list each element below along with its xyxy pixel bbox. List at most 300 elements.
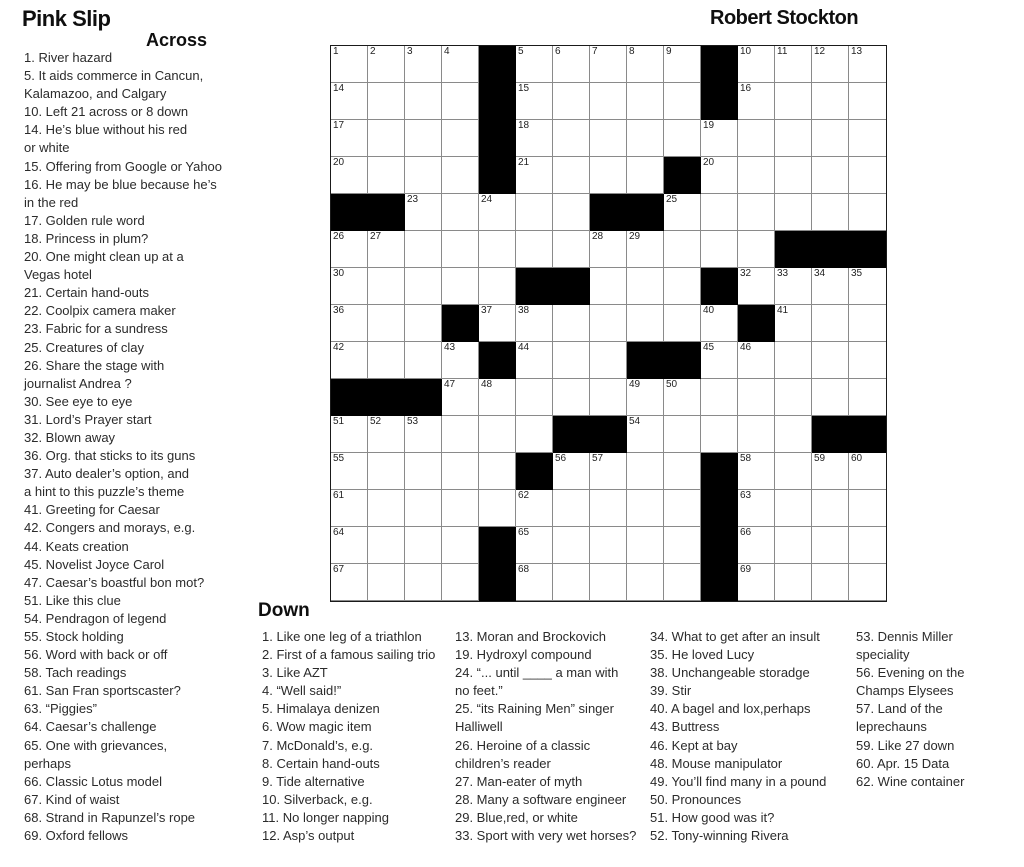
across-clue-line: 22. Coolpix camera maker (24, 303, 176, 319)
grid-cell[interactable] (516, 564, 553, 601)
grid-cell[interactable] (701, 342, 738, 379)
grid-cell[interactable] (331, 268, 368, 305)
grid-cell[interactable] (775, 564, 812, 601)
grid-cell[interactable] (368, 120, 405, 157)
across-clue-line: 66. Classic Lotus model (24, 773, 163, 789)
grid-cell[interactable] (368, 83, 405, 120)
grid-cell-black (479, 83, 516, 120)
cell-number: 67 (333, 564, 345, 575)
down-clue-line: 7. McDonald’s, e.g. (262, 737, 374, 753)
grid-cell[interactable] (590, 564, 627, 601)
grid-cell[interactable] (738, 194, 775, 231)
grid-cell-black (479, 120, 516, 157)
cell-number: 8 (629, 46, 635, 57)
grid-cell[interactable] (701, 231, 738, 268)
grid-cell[interactable] (775, 453, 812, 490)
grid-cell[interactable] (590, 527, 627, 564)
across-clue-line: Vegas hotel (24, 267, 92, 283)
across-clue-line: 64. Caesar’s challenge (24, 719, 157, 735)
cell-number: 38 (518, 305, 530, 316)
grid-cell[interactable] (442, 120, 479, 157)
grid-cell[interactable] (627, 305, 664, 342)
grid-cell[interactable] (516, 379, 553, 416)
grid-cell[interactable] (553, 194, 590, 231)
grid-cell[interactable] (405, 157, 442, 194)
down-clue-line: 5. Himalaya denizen (262, 701, 380, 717)
grid-cell-black (812, 416, 849, 453)
down-clue-line: 8. Certain hand-outs (262, 755, 380, 771)
grid-cell[interactable] (812, 527, 849, 564)
across-clue-line: 30. See eye to eye (24, 393, 133, 409)
grid-cell[interactable] (331, 490, 368, 527)
grid-cell[interactable] (812, 490, 849, 527)
grid-cell[interactable] (775, 305, 812, 342)
grid-cell[interactable] (553, 564, 590, 601)
grid-cell-black (516, 453, 553, 490)
grid-cell[interactable] (590, 157, 627, 194)
across-clue-line: 1. River hazard (24, 50, 113, 65)
cell-number: 46 (740, 342, 752, 353)
grid-cell[interactable] (812, 342, 849, 379)
grid-cell[interactable] (627, 527, 664, 564)
down-clue-line: 59. Like 27 down (856, 737, 955, 753)
grid-cell[interactable] (479, 268, 516, 305)
grid-cell[interactable] (812, 120, 849, 157)
grid-cell[interactable] (590, 305, 627, 342)
grid-cell[interactable] (849, 564, 886, 601)
grid-cell[interactable] (590, 46, 627, 83)
down-clue-line: no feet.” (455, 683, 503, 699)
grid-cell[interactable] (738, 490, 775, 527)
puzzle-title: Pink Slip (22, 6, 111, 31)
grid-cell-black (331, 194, 368, 231)
grid-cell-black (331, 379, 368, 416)
grid-cell[interactable] (553, 83, 590, 120)
grid-cell[interactable] (516, 157, 553, 194)
cell-number: 11 (777, 46, 788, 57)
grid-cell-black (368, 194, 405, 231)
down-clue-line: 57. Land of the (856, 701, 943, 717)
cell-number: 20 (703, 157, 715, 168)
grid-cell[interactable] (590, 342, 627, 379)
grid-cell[interactable] (627, 46, 664, 83)
grid-cell-black (701, 46, 738, 83)
cell-number: 5 (518, 46, 524, 57)
grid-cell[interactable] (553, 120, 590, 157)
grid-cell[interactable] (849, 342, 886, 379)
grid-cell[interactable] (812, 83, 849, 120)
grid-cell[interactable] (738, 564, 775, 601)
down-clue-line: 46. Kept at bay (650, 737, 738, 753)
grid-cell[interactable] (331, 527, 368, 564)
grid-cell[interactable] (775, 342, 812, 379)
down-clue-column (856, 628, 964, 791)
grid-cell[interactable] (553, 453, 590, 490)
grid-cell[interactable] (627, 564, 664, 601)
cell-number: 49 (629, 379, 641, 390)
grid-cell[interactable] (368, 416, 405, 453)
grid-cell[interactable] (442, 527, 479, 564)
grid-cell[interactable] (627, 268, 664, 305)
grid-cell[interactable] (590, 120, 627, 157)
across-clue-line: 58. Tach readings (24, 665, 127, 681)
grid-cell[interactable] (479, 194, 516, 231)
grid-cell[interactable] (664, 527, 701, 564)
grid-cell[interactable] (738, 83, 775, 120)
grid-cell[interactable] (775, 416, 812, 453)
grid-cell[interactable] (442, 564, 479, 601)
grid-cell[interactable] (553, 490, 590, 527)
down-clue-line: 40. A bagel and lox,perhaps (650, 701, 811, 717)
grid-cell[interactable] (442, 231, 479, 268)
grid-cell[interactable] (405, 342, 442, 379)
grid-cell[interactable] (701, 305, 738, 342)
grid-cell-black (479, 157, 516, 194)
across-clue-line: 15. Offering from Google or Yahoo (24, 158, 223, 174)
grid-cell[interactable] (553, 46, 590, 83)
grid-cell[interactable] (701, 194, 738, 231)
grid-cell[interactable] (516, 83, 553, 120)
grid-cell[interactable] (627, 490, 664, 527)
grid-cell[interactable] (405, 83, 442, 120)
grid-cell[interactable] (849, 157, 886, 194)
cell-number: 29 (629, 231, 641, 242)
grid-cell[interactable] (738, 342, 775, 379)
grid-cell[interactable] (368, 157, 405, 194)
down-clue-line: 25. “its Raining Men” singer (455, 701, 614, 717)
grid-cell[interactable] (812, 268, 849, 305)
grid-cell[interactable] (405, 194, 442, 231)
grid-cell-black (627, 194, 664, 231)
cell-number: 1 (333, 46, 339, 57)
grid-cell[interactable] (664, 564, 701, 601)
grid-cell-black (849, 416, 886, 453)
grid-cell-black (775, 231, 812, 268)
grid-cell[interactable] (849, 120, 886, 157)
grid-cell[interactable] (442, 46, 479, 83)
grid-cell[interactable] (775, 194, 812, 231)
grid-cell[interactable] (405, 416, 442, 453)
cell-number: 59 (814, 453, 826, 464)
across-clue-line: 56. Word with back or off (24, 647, 168, 663)
across-clue-line: 32. Blown away (24, 429, 116, 445)
across-clue-line: 45. Novelist Joyce Carol (24, 556, 165, 572)
grid-cell[interactable] (849, 305, 886, 342)
cell-number: 41 (777, 305, 789, 316)
grid-cell[interactable] (775, 268, 812, 305)
grid-cell[interactable] (479, 305, 516, 342)
across-clue-line: 42. Congers and morays, e.g. (24, 520, 196, 536)
grid-cell[interactable] (368, 342, 405, 379)
grid-cell[interactable] (516, 46, 553, 83)
grid-cell-black (849, 231, 886, 268)
grid-cell[interactable] (405, 527, 442, 564)
cell-number: 53 (407, 416, 419, 427)
grid-cell[interactable] (331, 46, 368, 83)
cell-number: 47 (444, 379, 456, 390)
grid-cell[interactable] (331, 564, 368, 601)
grid-cell[interactable] (553, 157, 590, 194)
grid-cell[interactable] (405, 231, 442, 268)
across-clue-line: 47. Caesar’s boastful bon mot? (24, 574, 205, 590)
grid-cell[interactable] (516, 490, 553, 527)
grid-cell[interactable] (442, 83, 479, 120)
grid-cell[interactable] (368, 527, 405, 564)
down-heading: Down (258, 600, 310, 621)
across-clue-line: 37. Auto dealer’s option, and (24, 466, 190, 482)
grid-cell[interactable] (775, 527, 812, 564)
grid-cell[interactable] (627, 453, 664, 490)
grid-cell[interactable] (442, 157, 479, 194)
grid-cell[interactable] (627, 231, 664, 268)
cell-number: 10 (740, 46, 752, 57)
cell-number: 21 (518, 157, 530, 168)
grid-cell[interactable] (812, 157, 849, 194)
grid-cell[interactable] (664, 490, 701, 527)
grid-cell[interactable] (516, 527, 553, 564)
grid-cell[interactable] (849, 268, 886, 305)
grid-cell[interactable] (664, 453, 701, 490)
cell-number: 25 (666, 194, 678, 205)
grid-cell[interactable] (664, 416, 701, 453)
grid-cell[interactable] (442, 379, 479, 416)
grid-cell[interactable] (368, 231, 405, 268)
grid-cell[interactable] (368, 305, 405, 342)
grid-cell[interactable] (849, 83, 886, 120)
down-clue-line: 60. Apr. 15 Data (856, 755, 950, 771)
grid-cell[interactable] (590, 453, 627, 490)
down-clue-line: leprechauns (856, 719, 927, 735)
grid-cell[interactable] (405, 564, 442, 601)
down-clue-line: 27. Man-eater of myth (455, 773, 583, 789)
grid-cell[interactable] (516, 231, 553, 268)
grid-cell[interactable] (701, 416, 738, 453)
down-clue-line: 38. Unchangeable storadge (650, 665, 810, 681)
grid-cell[interactable] (664, 268, 701, 305)
across-clue-line: 16. He may be blue because he’s (24, 176, 217, 192)
grid-cell[interactable] (442, 268, 479, 305)
grid-cell[interactable] (664, 305, 701, 342)
grid-cell[interactable] (516, 120, 553, 157)
across-clue-line: 69. Oxford fellows (24, 828, 129, 844)
across-clue-line: 5. It aids commerce in Cancun, (24, 68, 204, 84)
grid-cell[interactable] (812, 379, 849, 416)
grid-cell-black (553, 268, 590, 305)
grid-cell[interactable] (405, 305, 442, 342)
grid-cell[interactable] (442, 342, 479, 379)
down-clue-line: 39. Stir (650, 683, 692, 699)
cell-number: 44 (518, 342, 530, 353)
grid-cell[interactable] (368, 268, 405, 305)
grid-cell-black (812, 231, 849, 268)
grid-cell[interactable] (664, 231, 701, 268)
cell-number: 32 (740, 268, 752, 279)
grid-cell[interactable] (849, 527, 886, 564)
grid-cell[interactable] (516, 416, 553, 453)
grid-cell[interactable] (553, 231, 590, 268)
grid-cell[interactable] (553, 379, 590, 416)
cell-number: 62 (518, 490, 530, 501)
grid-cell[interactable] (738, 379, 775, 416)
grid-cell[interactable] (812, 453, 849, 490)
cell-number: 51 (333, 416, 345, 427)
cell-number: 23 (407, 194, 419, 205)
across-clue-line: a hint to this puzzle’s theme (24, 484, 185, 500)
grid-cell[interactable] (479, 416, 516, 453)
grid-cell[interactable] (849, 194, 886, 231)
grid-cell[interactable] (331, 416, 368, 453)
across-clue-line: 20. One might clean up at a (24, 249, 184, 265)
grid-cell[interactable] (331, 120, 368, 157)
cell-number: 50 (666, 379, 678, 390)
grid-cell[interactable] (627, 83, 664, 120)
cell-number: 58 (740, 453, 752, 464)
grid-cell[interactable] (849, 453, 886, 490)
grid-cell[interactable] (738, 46, 775, 83)
grid-cell[interactable] (627, 120, 664, 157)
grid-cell[interactable] (701, 157, 738, 194)
grid-cell[interactable] (331, 305, 368, 342)
grid-cell[interactable] (331, 453, 368, 490)
grid-cell[interactable] (590, 490, 627, 527)
grid-cell[interactable] (405, 490, 442, 527)
grid-cell[interactable] (849, 490, 886, 527)
across-clue-line: 44. Keats creation (24, 538, 129, 554)
grid-cell[interactable] (368, 490, 405, 527)
grid-cell[interactable] (812, 564, 849, 601)
grid-cell[interactable] (368, 46, 405, 83)
grid-cell[interactable] (331, 342, 368, 379)
cell-number: 57 (592, 453, 604, 464)
grid-cell[interactable] (479, 453, 516, 490)
grid-cell[interactable] (442, 194, 479, 231)
grid-cell-black (368, 379, 405, 416)
cell-number: 66 (740, 527, 752, 538)
grid-cell[interactable] (516, 194, 553, 231)
grid-cell[interactable] (664, 46, 701, 83)
grid-cell-black (590, 194, 627, 231)
grid-cell[interactable] (775, 157, 812, 194)
grid-cell[interactable] (590, 83, 627, 120)
grid-cell[interactable] (442, 453, 479, 490)
grid-cell[interactable] (368, 564, 405, 601)
down-clue-line: 48. Mouse manipulator (650, 755, 783, 771)
cell-number: 63 (740, 490, 752, 501)
grid-cell[interactable] (553, 527, 590, 564)
grid-cell[interactable] (405, 46, 442, 83)
cell-number: 6 (555, 46, 561, 57)
across-clue-line: 10. Left 21 across or 8 down (24, 104, 189, 120)
grid-cell[interactable] (627, 416, 664, 453)
grid-cell-black (590, 416, 627, 453)
grid-cell[interactable] (738, 416, 775, 453)
down-clue-line: Halliwell (455, 719, 503, 735)
down-clue-line: speciality (856, 647, 910, 663)
grid-cell[interactable] (812, 194, 849, 231)
cell-number: 43 (444, 342, 456, 353)
cell-number: 64 (333, 527, 345, 538)
grid-cell[interactable] (849, 46, 886, 83)
grid-cell[interactable] (516, 342, 553, 379)
down-clue-line: 49. You’ll find many in a pound (650, 773, 827, 789)
grid-cell[interactable] (775, 46, 812, 83)
grid-cell[interactable] (738, 527, 775, 564)
grid-cell[interactable] (664, 83, 701, 120)
grid-cell[interactable] (775, 379, 812, 416)
grid-cell[interactable] (479, 231, 516, 268)
cell-number: 33 (777, 268, 789, 279)
grid-cell[interactable] (405, 120, 442, 157)
grid-cell[interactable] (331, 157, 368, 194)
grid-cell[interactable] (331, 83, 368, 120)
grid-cell[interactable] (738, 231, 775, 268)
grid-cell[interactable] (627, 379, 664, 416)
down-clue-line: 26. Heroine of a classic (455, 737, 591, 753)
grid-cell[interactable] (738, 268, 775, 305)
grid-cell[interactable] (516, 305, 553, 342)
grid-cell[interactable] (738, 120, 775, 157)
grid-cell[interactable] (775, 490, 812, 527)
grid-cell[interactable] (553, 305, 590, 342)
grid-cell[interactable] (590, 379, 627, 416)
across-clue-line: 14. He’s blue without his red (24, 122, 188, 138)
grid-cell[interactable] (812, 305, 849, 342)
grid-cell[interactable] (701, 379, 738, 416)
grid-cell[interactable] (405, 453, 442, 490)
grid-cell[interactable] (627, 157, 664, 194)
grid-cell[interactable] (331, 231, 368, 268)
grid-cell[interactable] (479, 490, 516, 527)
grid-cell[interactable] (664, 120, 701, 157)
grid-cell[interactable] (405, 268, 442, 305)
across-clue-line: 55. Stock holding (24, 629, 124, 644)
cell-number: 16 (740, 83, 752, 94)
grid-cell[interactable] (664, 379, 701, 416)
grid-cell-black (405, 379, 442, 416)
down-clue-line: 50. Pronounces (650, 791, 742, 807)
grid-cell[interactable] (775, 83, 812, 120)
grid-cell-black (516, 268, 553, 305)
cell-number: 9 (666, 46, 672, 57)
grid-cell[interactable] (553, 342, 590, 379)
across-clue-line: 67. Kind of waist (24, 791, 120, 807)
grid-cell[interactable] (701, 120, 738, 157)
grid-cell[interactable] (812, 46, 849, 83)
grid-cell[interactable] (590, 231, 627, 268)
down-clue-line: 56. Evening on the (856, 665, 965, 681)
cell-number: 12 (814, 46, 826, 57)
down-clue-line: 29. Blue,red, or white (455, 809, 578, 825)
cell-number: 14 (333, 83, 345, 94)
across-clue-line: or white (24, 140, 70, 156)
grid-cell[interactable] (442, 490, 479, 527)
grid-cell[interactable] (849, 379, 886, 416)
grid-cell[interactable] (590, 268, 627, 305)
grid-cell-black (701, 268, 738, 305)
across-clue-line: 51. Like this clue (24, 592, 121, 608)
grid-cell[interactable] (442, 416, 479, 453)
grid-cell[interactable] (738, 157, 775, 194)
grid-cell[interactable] (664, 194, 701, 231)
grid-cell[interactable] (368, 453, 405, 490)
grid-cell[interactable] (479, 379, 516, 416)
down-clue-line: 10. Silverback, e.g. (262, 791, 373, 807)
across-clue-line: 36. Org. that sticks to its guns (24, 448, 196, 464)
grid-cell[interactable] (775, 120, 812, 157)
down-clue-line: 43. Buttress (650, 719, 720, 735)
grid-cell[interactable] (738, 453, 775, 490)
grid-cell-black (701, 490, 738, 527)
